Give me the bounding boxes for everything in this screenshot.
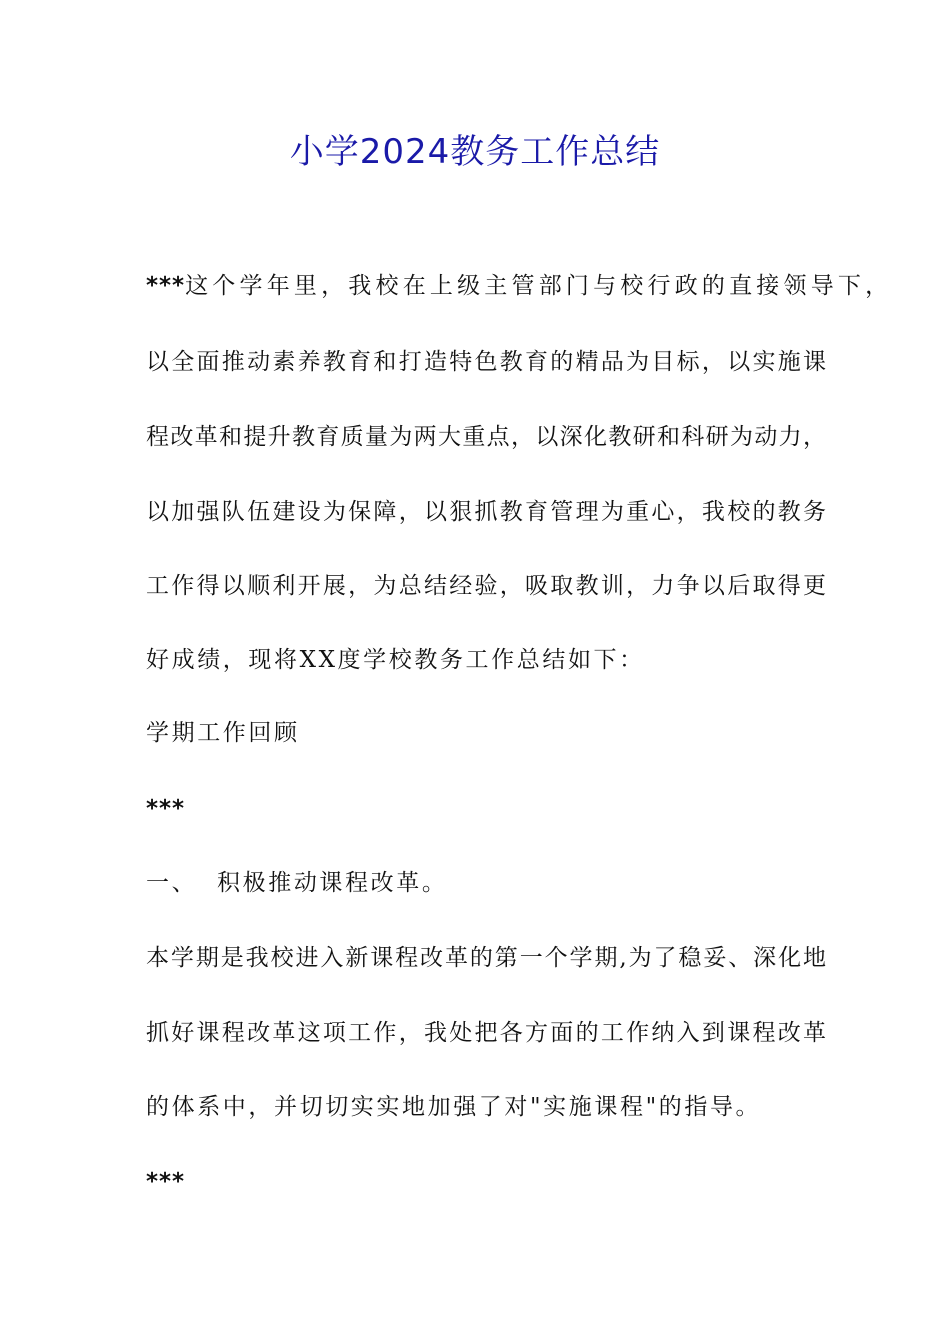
item-1-line-1: 本学期是我校进入新课程改革的第一个学期,为了稳妥、深化地	[146, 945, 826, 971]
section-heading: 学期工作回顾	[146, 720, 300, 746]
intro-line-3: 程改革和提升教育质量为两大重点，以深化教研和科研为动力，	[146, 424, 826, 450]
intro-marker: ***	[146, 273, 186, 299]
intro-line-6: 好成绩，现将XX度学校教务工作总结如下：	[146, 647, 645, 673]
item-1-heading: 一、 积极推动课程改革。	[146, 870, 448, 896]
intro-line-1	[146, 270, 893, 302]
intro-line-5: 工作得以顺利开展，为总结经验，吸取教训，力争以后取得更	[146, 573, 826, 599]
separator-2: ***	[146, 1169, 186, 1195]
document-title: 小学2024教务工作总结	[289, 132, 661, 172]
intro-line-4: 以加强队伍建设为保障，以狠抓教育管理为重心，我校的教务	[146, 499, 826, 525]
intro-line-1-text: 这个学年里，我校在上级主管部门与校行政的直接领导下，	[185, 273, 893, 299]
separator-1: ***	[146, 796, 186, 822]
item-1-line-3: 的体系中，并切切实实地加强了对"实施课程"的指导。	[146, 1094, 762, 1120]
intro-line-2: 以全面推动素养教育和打造特色教育的精品为目标，以实施课	[146, 349, 826, 375]
item-1-line-2: 抓好课程改革这项工作，我处把各方面的工作纳入到课程改革	[146, 1020, 826, 1046]
